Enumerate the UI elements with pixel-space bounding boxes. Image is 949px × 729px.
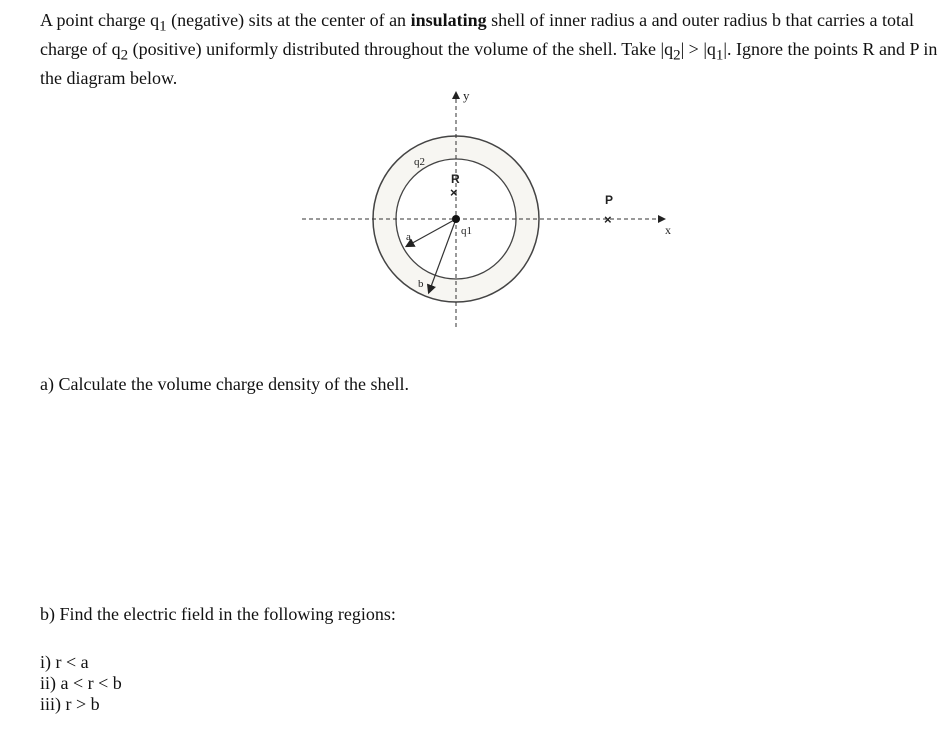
q1-label: q1 bbox=[461, 225, 472, 237]
region-item: iii) r > b bbox=[40, 694, 100, 714]
q2-label: q2 bbox=[414, 156, 425, 168]
point-P-label: P bbox=[605, 193, 614, 207]
text: (positive) uniformly distributed throughout the volume of the shell. Take |q bbox=[128, 39, 674, 60]
point-R-label: R bbox=[451, 172, 460, 186]
question-b: b) Find the electric field in the following regions: bbox=[40, 604, 396, 624]
text: A point charge q bbox=[40, 10, 160, 30]
y-axis-label: y bbox=[463, 88, 470, 103]
region-item: ii) a < r < b bbox=[40, 673, 122, 693]
text: (negative) sits at the center of an bbox=[166, 10, 411, 30]
x-axis-label: x bbox=[665, 223, 671, 237]
regions-list bbox=[40, 652, 122, 715]
subscript: 1 bbox=[715, 47, 724, 64]
text: |. Ignore the points R and P in the diagram below. bbox=[40, 39, 938, 89]
point-P-marker: × bbox=[604, 212, 612, 227]
point-charge-q1 bbox=[452, 215, 460, 223]
subscript: 1 bbox=[159, 18, 167, 35]
text: | > |q bbox=[680, 39, 716, 60]
b-label: b bbox=[418, 278, 424, 290]
text: shell of inner radius a and outer radius b that carries a total charge of q bbox=[40, 10, 914, 60]
region-item: i) r < a bbox=[40, 652, 89, 672]
question-a: a) Calculate the volume charge density of the shell. bbox=[40, 374, 410, 394]
a-label: a bbox=[406, 231, 411, 243]
bold-text: insulating bbox=[410, 10, 487, 30]
subscript: 2 bbox=[673, 47, 681, 64]
subscript: 2 bbox=[120, 47, 129, 64]
point-R-marker: × bbox=[450, 185, 458, 200]
